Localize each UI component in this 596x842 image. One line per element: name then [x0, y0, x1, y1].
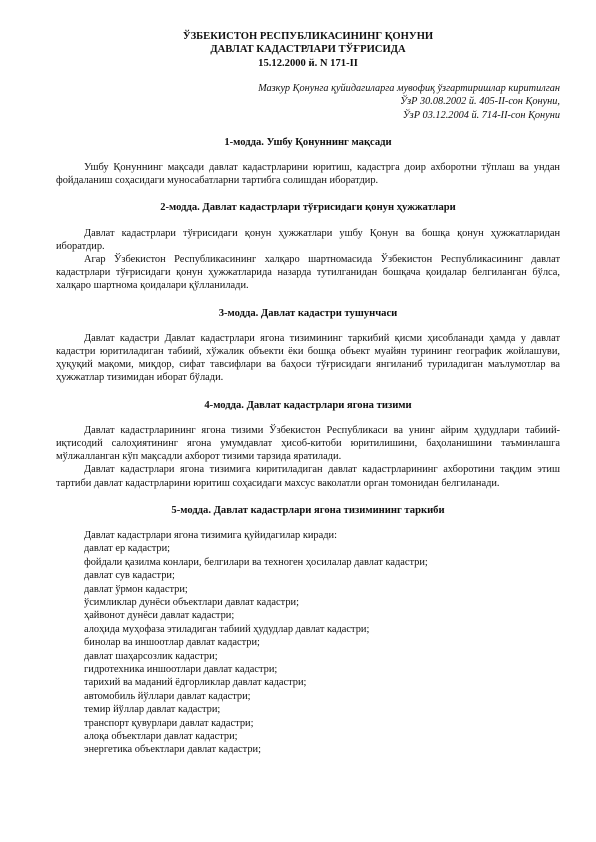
list-item: ўсимликлар дунёси объектлари давлат кадастри;	[84, 596, 299, 608]
article-4-paragraph-2: Давлат кадастрлари ягона тизимига киритиладиган давлат кадастрларининг ахборотини тақдим этиш тартиби давлат кадастрларини юритиш соҳасидаги махсус ваколатли орган томонидан белгиланади.	[56, 464, 560, 489]
amend-line-2: ЎзР 30.08.2002 й. 405-II-сон Қонуни,	[400, 96, 560, 108]
amend-line-1: Мазкур Қонунга қуйидагиларга мувофиқ ўзгартиришлар киритилган	[258, 83, 560, 95]
article-3-paragraph-1: Давлат кадастри Давлат кадастрлари ягона тизимининг таркибий қисми ҳисобланади ҳамда у давлат кадастри юритиладиган табиий, хўжалик объекти ёки бошқа объект муайян турининг географик жойлашуви, ҳуқуқий мақоми, миқдор, сифат тавсифлари ва баҳоси тўғрисидаги янгиланиб туриладиган маълумотлар ва ҳужжатлар тизимидан иборат бўлади.	[56, 332, 560, 384]
article-4-paragraph-1: Давлат кадастрларининг ягона тизими Ўзбекистон Республикаси ва унинг айрим ҳудудлари табиий-иқтисодий салоҳиятининг ягона умумдавлат ҳисоб-китоби юритилишини, баҳоланишини таъминлашга мўлжалланган кўп мақсадли ахборот тизими тарзида яратилади.	[56, 424, 560, 463]
law-title	[56, 30, 560, 70]
title-line-3: 15.12.2000 й. N 171-II	[258, 57, 358, 69]
list-item: алоқа объектлари давлат кадастри;	[84, 730, 238, 742]
list-item: давлат сув кадастри;	[84, 570, 175, 582]
cadastre-list	[56, 542, 560, 757]
amend-line-3: ЎзР 03.12.2004 й. 714-II-сон Қонуни	[402, 109, 560, 121]
title-line-2: ДАВЛАТ КАДАСТРЛАРИ ТЎҒРИСИДА	[210, 44, 406, 56]
article-2-paragraph-2: Агар Ўзбекистон Республикасининг халқаро шартномасида Ўзбекистон Республикасининг давлат кадастрлари тўғрисидаги қонун ҳужжатларида назарда тутилганидан бошқача қоидалар белгиланган бўлса, халқаро шартнома қоидалари қўлланилади.	[56, 254, 560, 292]
list-item: транспорт қувурлари давлат кадастри;	[84, 717, 254, 729]
list-item: гидротехника иншоотлари давлат кадастри;	[84, 663, 278, 675]
title-line-1: ЎЗБЕКИСТОН РЕСПУБЛИКАСИНИНГ ҚОНУНИ	[182, 31, 434, 42]
article-3-heading: 3-модда. Давлат кадастри тушунчаси	[218, 307, 398, 319]
list-item: бинолар ва иншоотлар давлат кадастри;	[84, 637, 260, 649]
list-item: автомобиль йўллари давлат кадастри;	[84, 690, 251, 702]
amendments-note	[56, 82, 560, 122]
article-2-paragraph-1: Давлат кадастрлари тўғрисидаги қонун ҳужжатлари ушбу Қонун ва бошқа қонун ҳужжатларидан иборатдир.	[56, 227, 560, 252]
article-1-paragraph-1: Ушбу Қонуннинг мақсади давлат кадастрларини юритиш, кадастрга доир ахборотни тўплаш ва ундан фойдаланиш соҳасидаги муносабатларни тартибга солишдан иборатдир.	[56, 162, 560, 187]
list-item: давлат ер кадастри;	[84, 543, 171, 555]
list-item: алоҳида муҳофаза этиладиган табиий ҳудудлар давлат кадастри;	[84, 623, 370, 635]
list-item: ҳайвонот дунёси давлат кадастри;	[84, 610, 235, 622]
article-5-heading: 5-модда. Давлат кадастрлари ягона тизимининг таркиби	[171, 504, 445, 516]
article-1-heading: 1-модда. Ушбу Қонуннинг мақсади	[224, 136, 392, 148]
list-item: давлат ўрмон кадастри;	[84, 583, 188, 595]
list-item: тарихий ва маданий ёдгорликлар давлат кадастри;	[84, 677, 307, 689]
article-2-heading: 2-модда. Давлат кадастрлари тўғрисидаги қонун ҳужжатлари	[160, 202, 456, 214]
list-item: давлат шаҳарсозлик кадастри;	[84, 650, 218, 662]
list-item: фойдали қазилма конлари, белгилари ва техноген ҳосилалар давлат кадастри;	[84, 556, 428, 568]
list-item: энергетика объектлари давлат кадастри;	[84, 744, 261, 756]
article-5-intro: Давлат кадастрлари ягона тизимига қуйидагилар киради:	[84, 530, 337, 542]
list-item: темир йўллар давлат кадастри;	[84, 704, 221, 716]
article-4-heading: 4-модда. Давлат кадастрлари ягона тизими	[204, 399, 412, 411]
